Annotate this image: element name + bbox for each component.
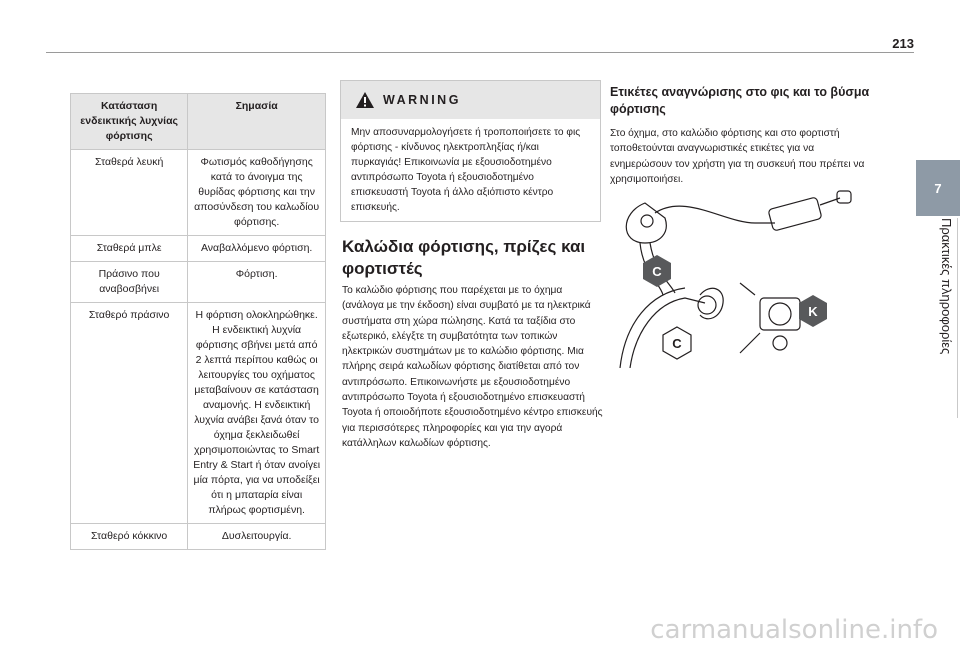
label-c-outline-badge <box>663 327 691 359</box>
table-cell-meaning: Αναβαλλόμενο φόρτιση. <box>188 236 326 262</box>
section-body: Το καλώδιο φόρτισης που παρέχεται με το όχημα (ανάλογα με την έκδοση) είναι συμβατό με τα ηλεκτρικά συστήματα στη χώρα πώλησης. Κατά τα ταξίδια στο εξωτερικό, ελέγξτε τη συμβατότητα των τοπικών ηλεκτρικών συστημάτων με το καλώδιο φόρτισης. Μια πλήρης σειρά καλωδίων φόρτισης διατίθεται από τον αντιπρόσωπο. Επικοινωνήστε με εξουσιοδοτημένο αντιπρόσωπο Toyota ή εξουσιοδοτημένο επισκευαστή Toyota ή οποιοδήποτε εξουσιοδοτημένο κέντρο επισκευής για περισσότερες πληροφορίες και για την αγορά κατάλληλων καλωδίων φόρτισης. <box>342 285 603 449</box>
chapter-divider <box>957 218 958 418</box>
label-c-outline-text: C <box>672 336 682 351</box>
table-row <box>71 150 326 236</box>
table-row <box>71 524 326 550</box>
charging-plugs-illustration <box>615 183 865 368</box>
table-cell-status: Σταθερά λευκή <box>71 150 188 236</box>
label-k-text: K <box>808 304 818 319</box>
warning-title: WARNING <box>383 93 461 107</box>
table-row <box>71 262 326 303</box>
watermark: carmanualsonline.info <box>650 615 938 645</box>
labels-body: Στο όχημα, στο καλώδιο φόρτισης και στο φορτιστή τοποθετούνται αναγνωριστικές ετικέτες για να ενημερώσουν τον χρήστη για τη συσκευή που πρέπει να χρησιμοποιήσει. <box>610 128 865 185</box>
warning-text: Μην αποσυναρμολογήσετε ή τροποποιήσετε το φις φόρτισης - κίνδυνος ηλεκτροπληξίας ή/και πυρκαγιάς! Επικοινωνία με εξουσιοδοτημένο αντιπρόσωπο Toyota ή εξουσιοδοτημένο επισκευαστή Toyota ή άλλο αξιόπιστο κέντρο επισκευής. <box>351 127 581 213</box>
charge-status-table <box>70 93 326 550</box>
table-cell-meaning: Φόρτιση. <box>188 262 326 303</box>
label-c-text: C <box>652 264 662 279</box>
label-k-badge <box>799 295 827 327</box>
table-cell-meaning: Φωτισμός καθοδήγησης κατά το άνοιγμα της θυρίδας φόρτισης και την αποσύνδεση του καλωδίου φόρτισης. <box>188 150 326 236</box>
table-row <box>71 303 326 524</box>
warning-box <box>340 80 601 222</box>
labels-heading: Ετικέτες αναγνώρισης στο φις και το βύσμα φόρτισης <box>610 85 870 116</box>
table-cell-status: Σταθερό κόκκινο <box>71 524 188 550</box>
table-header-row <box>71 94 326 150</box>
warning-header <box>341 81 600 119</box>
chapter-tab[interactable]: 7 <box>916 160 960 216</box>
table-cell-status: Πράσινο που αναβοσβήνει <box>71 262 188 303</box>
section-heading: Καλώδια φόρτισης, πρίζες και φορτιστές <box>342 237 586 278</box>
socket-drawing <box>740 283 800 353</box>
table-cell-status: Σταθερό πράσινο <box>71 303 188 524</box>
top-rule <box>46 52 914 53</box>
chapter-title: Πρακτικές πληροφορίες <box>939 218 954 355</box>
warning-triangle-icon <box>355 91 375 109</box>
table-cell-meaning: Δυσλειτουργία. <box>188 524 326 550</box>
table-header-meaning: Σημασία <box>188 94 326 150</box>
table-header-status: Κατάσταση ενδεικτικής λυχνίας φόρτισης <box>71 94 188 150</box>
page-number: 213 <box>892 36 914 51</box>
table-cell-status: Σταθερά μπλε <box>71 236 188 262</box>
table-row <box>71 236 326 262</box>
table-cell-meaning: Η φόρτιση ολοκληρώθηκε. Η ενδεικτική λυχνία φόρτισης σβήνει μετά από 2 λεπτά περίπου καθώς οι λειτουργίες του οχήματος μεταβαίνουν σε κατάσταση αναμονής. Η ενδεικτική λυχνία ανάβει ξανά όταν το όχημα ξεκλειδωθεί χρησιμοποιώντας το Smart Entry & Start ή όταν ανοίγει μία πόρτα, για να υποδείξει ότι η μπαταρία είναι πλήρως φορτισμένη. <box>188 303 326 524</box>
